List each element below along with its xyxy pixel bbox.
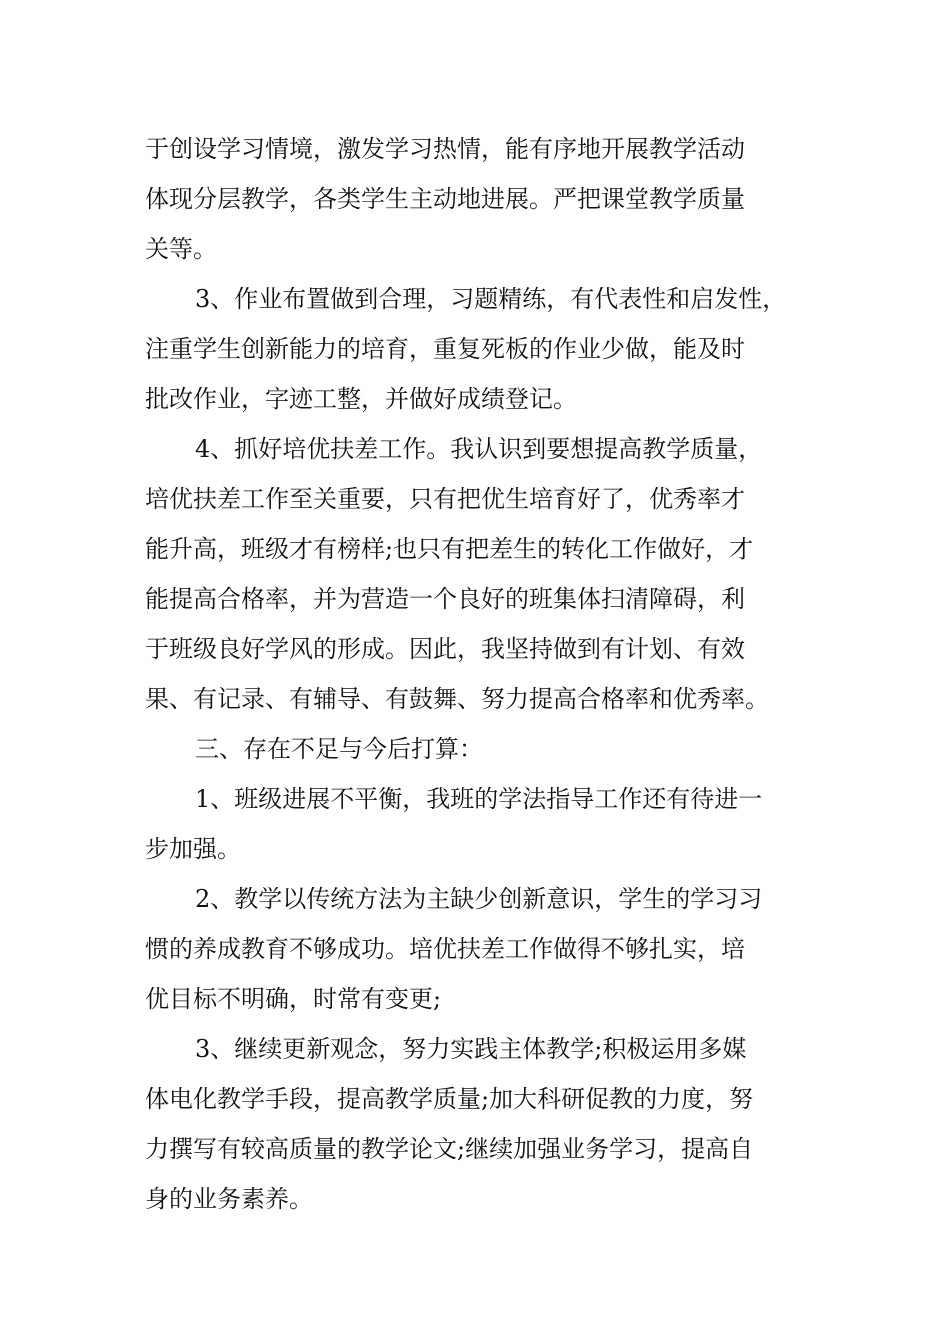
text-line: 身的业务素养。 [145,1185,313,1213]
paragraph-first-line: 2、教学以传统方法为主缺少创新意识，学生的学习习 [195,885,763,913]
text-line: 培优扶差工作至关重要，只有把优生培育好了，优秀率才 [145,485,745,513]
text-line: 优目标不明确，时常有变更; [145,985,442,1013]
text-line: 批改作业，字迹工整，并做好成绩登记。 [145,385,577,413]
text-line: 能升高，班级才有榜样;也只有把差生的转化工作做好，才 [145,535,754,563]
paragraph-first-line: 3、作业布置做到合理，习题精练，有代表性和启发性， [195,285,787,313]
paragraph-first-line: 3、继续更新观念，努力实践主体教学;积极运用多媒 [195,1035,747,1063]
document-body [145,124,845,1224]
paragraph-first-line: 1、班级进展不平衡，我班的学法指导工作还有待进一 [195,785,763,813]
section-heading: 三、存在不足与今后打算： [195,735,483,763]
text-line: 步加强。 [145,835,241,863]
text-line: 力撰写有较高质量的教学论文;继续加强业务学习，提高自 [145,1135,754,1163]
text-line: 关等。 [145,235,217,263]
text-line: 能提高合格率，并为营造一个良好的班集体扫清障碍，利 [145,585,745,613]
text-line: 注重学生创新能力的培育，重复死板的作业少做，能及时 [145,335,745,363]
text-line: 体电化教学手段，提高教学质量;加大科研促教的力度，努 [145,1085,754,1113]
text-line: 于班级良好学风的形成。因此，我坚持做到有计划、有效 [145,635,745,663]
paragraph-first-line: 4、抓好培优扶差工作。我认识到要想提高教学质量， [195,435,763,463]
text-line: 果、有记录、有辅导、有鼓舞、努力提高合格率和优秀率。 [145,685,769,713]
text-line: 惯的养成教育不够成功。培优扶差工作做得不够扎实，培 [145,935,745,963]
text-line: 体现分层教学，各类学生主动地进展。严把课堂教学质量 [145,185,745,213]
text-line: 于创设学习情境，激发学习热情，能有序地开展教学活动 [145,135,745,163]
